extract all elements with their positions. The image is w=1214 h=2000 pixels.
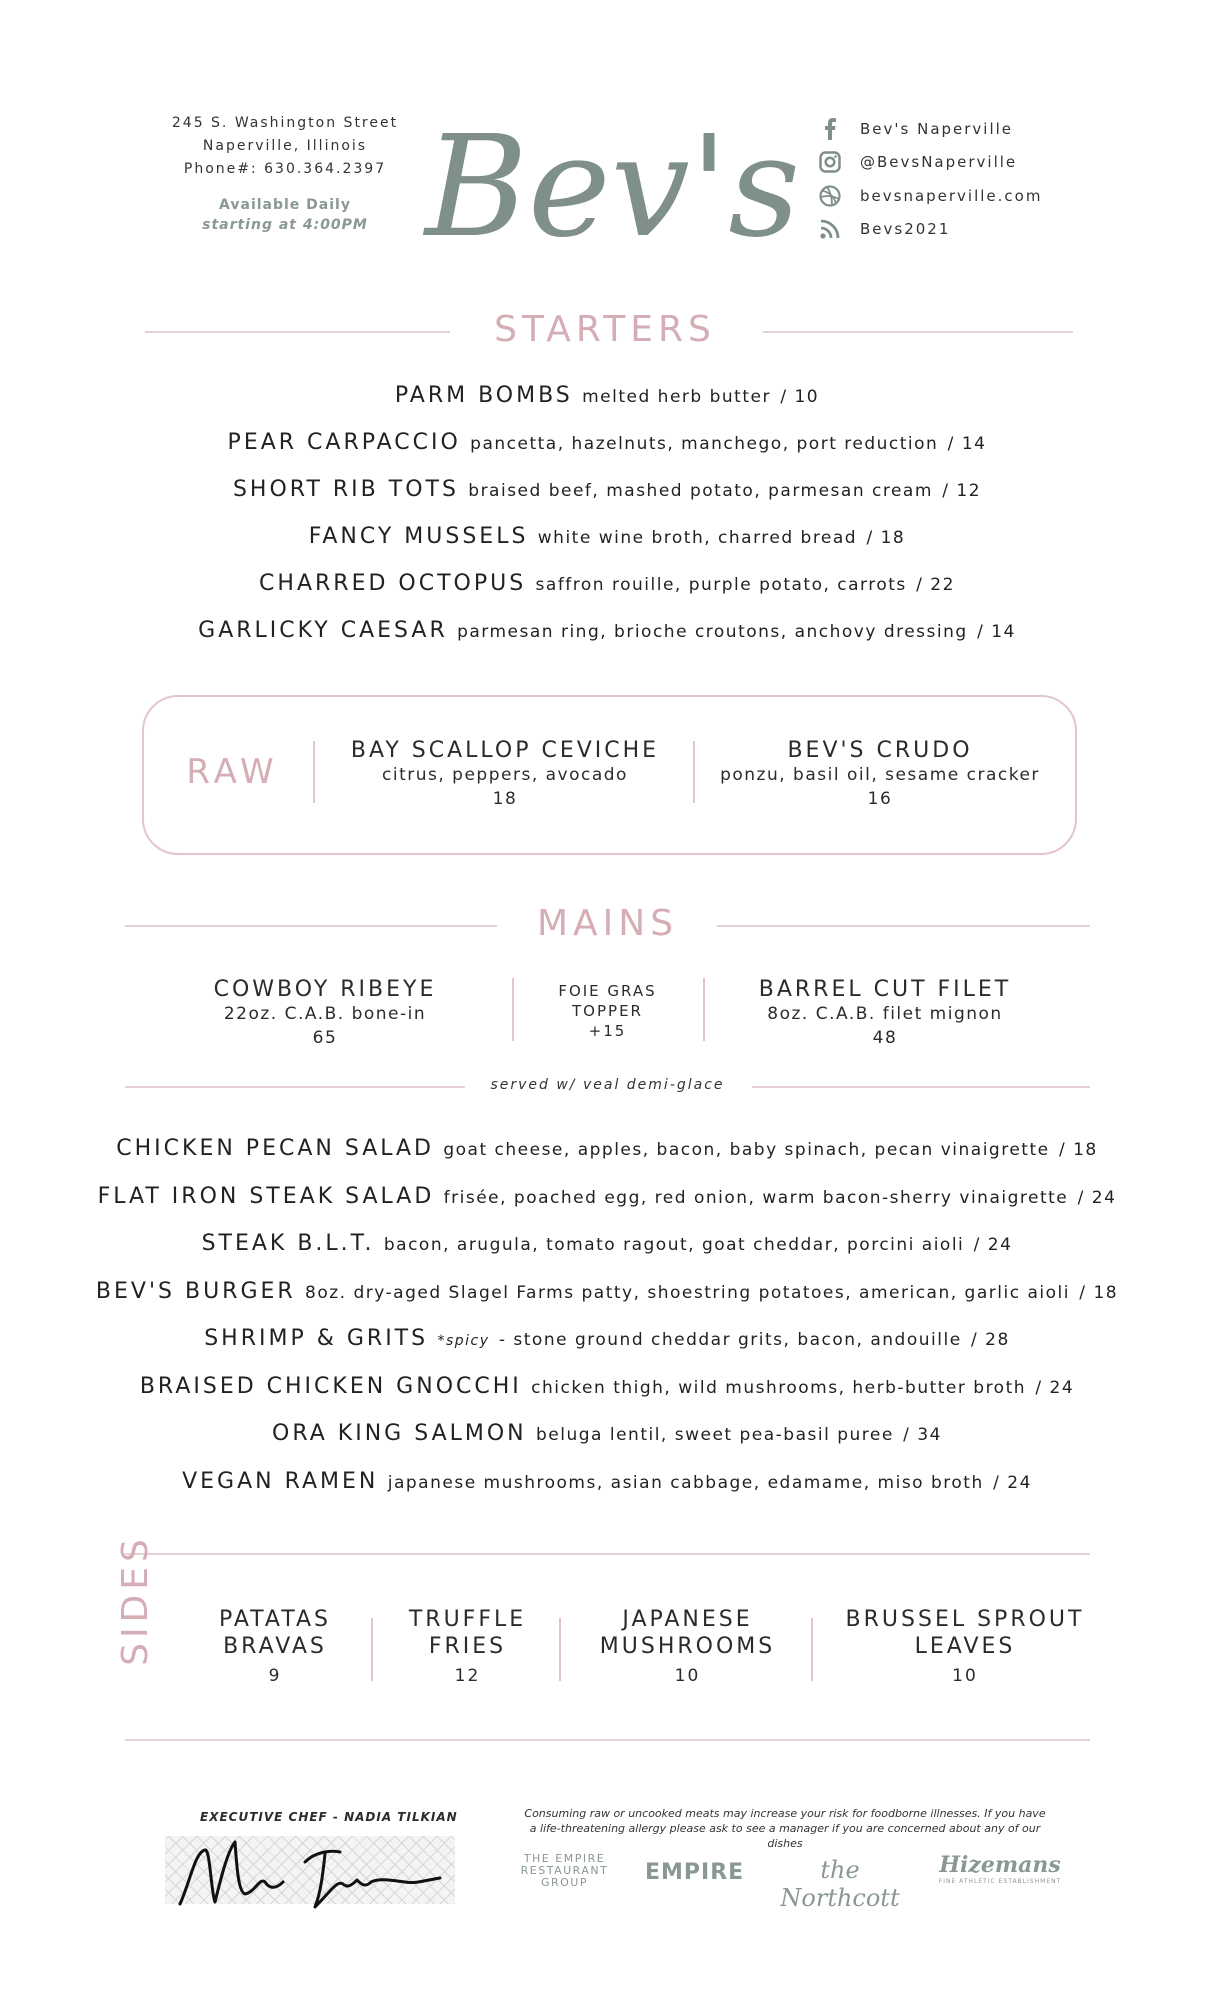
side-patatas <box>195 1606 355 1686</box>
item-name: PARM BOMBS <box>394 383 573 408</box>
menu-item: FLAT IRON STEAK SALAD frisée, poached egg, red onion, warm bacon-sherry vinaigrette / 24 <box>97 1183 1117 1209</box>
item-price: 18 <box>492 789 518 809</box>
sides-title: SIDES <box>115 1534 156 1666</box>
social-instagram-text: @BevsNaperville <box>860 153 1018 172</box>
item-desc: 8oz. C.A.B. filet mignon <box>767 1004 1003 1024</box>
item-price: 65 <box>312 1028 338 1048</box>
mains-divider-right <box>717 925 1090 927</box>
menu-item: FANCY MUSSELS white wine broth, charred bread / 18 <box>308 524 906 549</box>
side-line1: BRUSSEL SPROUT <box>845 1607 1085 1632</box>
item-desc: chicken thigh, wild mushrooms, herb-butter broth <box>531 1377 1027 1398</box>
item-price: 18 <box>1093 1282 1119 1303</box>
item-desc: frisée, poached egg, red onion, warm bacon-sherry vinaigrette <box>443 1187 1069 1208</box>
item-price: 24 <box>1091 1187 1117 1208</box>
side-price: 10 <box>952 1666 978 1686</box>
bevs-logo <box>415 90 801 290</box>
address-phone: Phone#: 630.364.2397 <box>183 161 387 177</box>
item-price: 24 <box>1049 1377 1075 1398</box>
item-price: 14 <box>991 622 1016 642</box>
menu-item: SHORT RIB TOTS braised beef, mashed potato, parmesan cream / 12 <box>232 477 982 502</box>
social-rss[interactable] <box>818 213 1042 247</box>
item-price: 34 <box>917 1425 942 1445</box>
raw-label: RAW <box>186 752 279 792</box>
item-name: GARLICKY CAESAR <box>198 618 448 643</box>
topper-line1: FOIE GRAS <box>558 982 657 1000</box>
item-desc: pancetta, hazelnuts, manchego, port reduction <box>470 434 939 454</box>
menu-item: SHRIMP & GRITS *spicy - stone ground cheddar grits, bacon, andouille / 28 <box>204 1326 1010 1351</box>
empire-logo: EMPIRE <box>645 1860 745 1885</box>
side-brussel <box>830 1606 1100 1686</box>
item-desc: saffron rouille, purple potato, carrots <box>535 575 907 595</box>
social-web[interactable] <box>818 179 1042 213</box>
sides-divider-1 <box>371 1618 373 1681</box>
disclaimer: Consuming raw or uncooked meats may increase your risk for foodborne illnesses. If you have a life-threatening allergy please ask to see a manager if you are concerned about any of our dishes <box>524 1807 1046 1850</box>
brand-text: GROUP <box>540 1876 588 1889</box>
menu-item: STEAK B.L.T. bacon, arugula, tomato ragout, goat cheddar, porcini aioli / 24 <box>201 1231 1013 1256</box>
item-name: BAY SCALLOP CEVICHE <box>350 738 660 763</box>
menu-item: ORA KING SALMON beluga lentil, sweet pea-basil puree / 34 <box>272 1421 942 1446</box>
instagram-icon <box>818 150 842 174</box>
item-desc: melted herb butter <box>582 387 771 407</box>
side-line2: BRAVAS <box>223 1634 327 1659</box>
item-desc: 22oz. C.A.B. bone-in <box>223 1004 427 1024</box>
side-line1: TRUFFLE <box>408 1607 527 1632</box>
item-price: 12 <box>956 481 982 501</box>
served-note: served w/ veal demi-glace <box>490 1077 725 1093</box>
item-price: 18 <box>1073 1140 1098 1160</box>
item-desc: japanese mushrooms, asian cabbage, edamame, miso broth <box>387 1472 984 1493</box>
sides-divider-bottom <box>125 1739 1090 1741</box>
item-price: 10 <box>794 387 820 407</box>
item-name: SHORT RIB TOTS <box>232 477 459 502</box>
item-name: CHARRED OCTOPUS <box>259 571 527 596</box>
item-desc: beluga lentil, sweet pea-basil puree <box>536 1425 894 1445</box>
item-price: 18 <box>880 528 906 548</box>
side-price: 10 <box>674 1666 701 1686</box>
item-name: PEAR CARPACCIO <box>227 430 461 455</box>
item-name: COWBOY RIBEYE <box>213 977 437 1002</box>
menu-item: PARM BOMBS melted herb butter / 10 <box>394 383 820 408</box>
item-price: 24 <box>1007 1472 1032 1493</box>
social-facebook[interactable] <box>818 112 1042 146</box>
item-desc: goat cheese, apples, bacon, baby spinach, pecan vinaigrette <box>443 1140 1050 1160</box>
sides-divider-top <box>125 1553 1090 1555</box>
menu-item: VEGAN RAMEN japanese mushrooms, asian cabbage, edamame, miso broth / 24 <box>182 1468 1032 1494</box>
menu-item: CHICKEN PECAN SALAD goat cheese, apples, bacon, baby spinach, pecan vinaigrette / 18 <box>116 1136 1098 1161</box>
brand-text: RESTAURANT <box>520 1864 609 1877</box>
social-facebook-text: Bev's Naperville <box>860 119 1014 138</box>
rss-icon <box>818 217 842 241</box>
served-divider-right <box>752 1086 1090 1088</box>
item-price: 16 <box>867 789 893 809</box>
item-desc: 8oz. dry-aged Slagel Farms patty, shoestring potatoes, american, garlic aioli <box>305 1282 1070 1303</box>
item-name: BARREL CUT FILET <box>758 977 1012 1002</box>
social-list <box>818 112 1042 246</box>
social-instagram[interactable] <box>818 146 1042 180</box>
sides-divider-2 <box>559 1618 561 1681</box>
item-price: 28 <box>985 1330 1010 1350</box>
side-line2: MUSHROOMS <box>599 1634 776 1659</box>
raw-item-crudo <box>700 738 1060 811</box>
social-rss-text: Bevs2021 <box>860 220 951 239</box>
foie-gras-topper <box>520 981 695 1041</box>
side-line2: FRIES <box>428 1634 507 1659</box>
menu-item: CHARRED OCTOPUS saffron rouille, purple potato, carrots / 22 <box>259 571 955 596</box>
steak-filet <box>720 977 1050 1050</box>
item-desc: braised beef, mashed potato, parmesan cream <box>468 481 933 501</box>
item-name: SHRIMP & GRITS <box>204 1326 429 1351</box>
signature-box <box>165 1836 455 1904</box>
side-truffle <box>385 1606 550 1686</box>
side-price: 12 <box>454 1666 481 1686</box>
empire-group-logo <box>512 1853 617 1889</box>
raw-item-ceviche <box>320 738 690 811</box>
raw-divider-2 <box>693 741 695 803</box>
executive-chef: EXECUTIVE CHEF - NADIA TILKIAN <box>200 1810 458 1824</box>
mains-title: MAINS <box>536 903 679 944</box>
brand-text: FINE ATHLETIC ESTABLISHMENT <box>938 1878 1062 1885</box>
item-price: 48 <box>872 1028 898 1048</box>
item-desc: bacon, arugula, tomato ragout, goat cheddar, porcini aioli <box>383 1235 965 1255</box>
item-name: CHICKEN PECAN SALAD <box>116 1136 434 1161</box>
menu-item: BEV'S BURGER 8oz. dry-aged Slagel Farms patty, shoestring potatoes, american, garlic aioli / 18 <box>95 1278 1119 1304</box>
item-desc: citrus, peppers, avocado <box>382 765 628 785</box>
topper-line2: TOPPER <box>572 1002 643 1020</box>
web-icon <box>818 184 842 208</box>
address-city: Naperville, Illinois <box>202 138 368 154</box>
item-name: ORA KING SALMON <box>272 1421 527 1446</box>
starters-divider-right <box>763 331 1073 333</box>
item-name: BEV'S BURGER <box>95 1278 296 1304</box>
item-desc: parmesan ring, brioche croutons, anchovy dressing <box>457 622 968 642</box>
item-desc: - stone ground cheddar grits, bacon, andouille <box>498 1330 962 1350</box>
side-line1: PATATAS <box>218 1607 332 1632</box>
side-line2: LEAVES <box>914 1634 1016 1659</box>
northcott-logo: the Northcott <box>780 1856 900 1912</box>
item-name: FLAT IRON STEAK SALAD <box>97 1183 435 1209</box>
item-desc: ponzu, basil oil, sesame cracker <box>720 765 1040 785</box>
availability <box>150 195 420 235</box>
item-name: FANCY MUSSELS <box>308 524 529 549</box>
starters-divider-left <box>145 331 450 333</box>
side-mushrooms <box>570 1606 805 1686</box>
item-name: STEAK B.L.T. <box>201 1231 375 1256</box>
menu-item: PEAR CARPACCIO pancetta, hazelnuts, manchego, port reduction / 14 <box>227 430 987 455</box>
spicy-tag: *spicy <box>437 1333 490 1349</box>
mains-list <box>0 1136 1214 1516</box>
address-block <box>150 112 420 181</box>
menu-item: GARLICKY CAESAR parmesan ring, brioche croutons, anchovy dressing / 14 <box>198 618 1016 643</box>
item-name: VEGAN RAMEN <box>182 1468 379 1494</box>
item-name: BEV'S CRUDO <box>787 738 973 763</box>
item-price: 22 <box>930 575 955 595</box>
available-time: starting at 4:00PM <box>202 217 368 233</box>
raw-divider-1 <box>313 741 315 803</box>
mains-divider-left <box>125 925 497 927</box>
side-line1: JAPANESE <box>622 1607 753 1632</box>
brand-text: THE EMPIRE <box>523 1852 606 1865</box>
address-street: 245 S. Washington Street <box>171 115 399 131</box>
social-web-text: bevsnaperville.com <box>860 186 1043 205</box>
steak-ribeye <box>180 977 470 1050</box>
item-price: 24 <box>987 1235 1013 1255</box>
signature-image <box>165 1822 455 1922</box>
menu-item: BRAISED CHICKEN GNOCCHI chicken thigh, wild mushrooms, herb-butter broth / 24 <box>139 1373 1075 1399</box>
starters-list <box>0 383 1214 665</box>
side-price: 9 <box>268 1666 282 1686</box>
logo-text: Bev's <box>425 106 801 269</box>
starters-title: STARTERS <box>494 309 716 350</box>
facebook-icon <box>818 117 842 141</box>
hizemans-logo <box>930 1852 1070 1885</box>
item-price: 14 <box>961 434 987 454</box>
brand-text: Hizemans <box>939 1852 1061 1878</box>
item-desc: white wine broth, charred bread <box>537 528 858 548</box>
item-name: BRAISED CHICKEN GNOCCHI <box>139 1373 522 1399</box>
topper-price: +15 <box>588 1022 627 1040</box>
served-divider-left <box>125 1086 465 1088</box>
sides-divider-3 <box>811 1618 813 1681</box>
mains-divider-1 <box>512 978 514 1041</box>
mains-divider-2 <box>703 978 705 1041</box>
available-daily: Available Daily <box>219 197 351 213</box>
